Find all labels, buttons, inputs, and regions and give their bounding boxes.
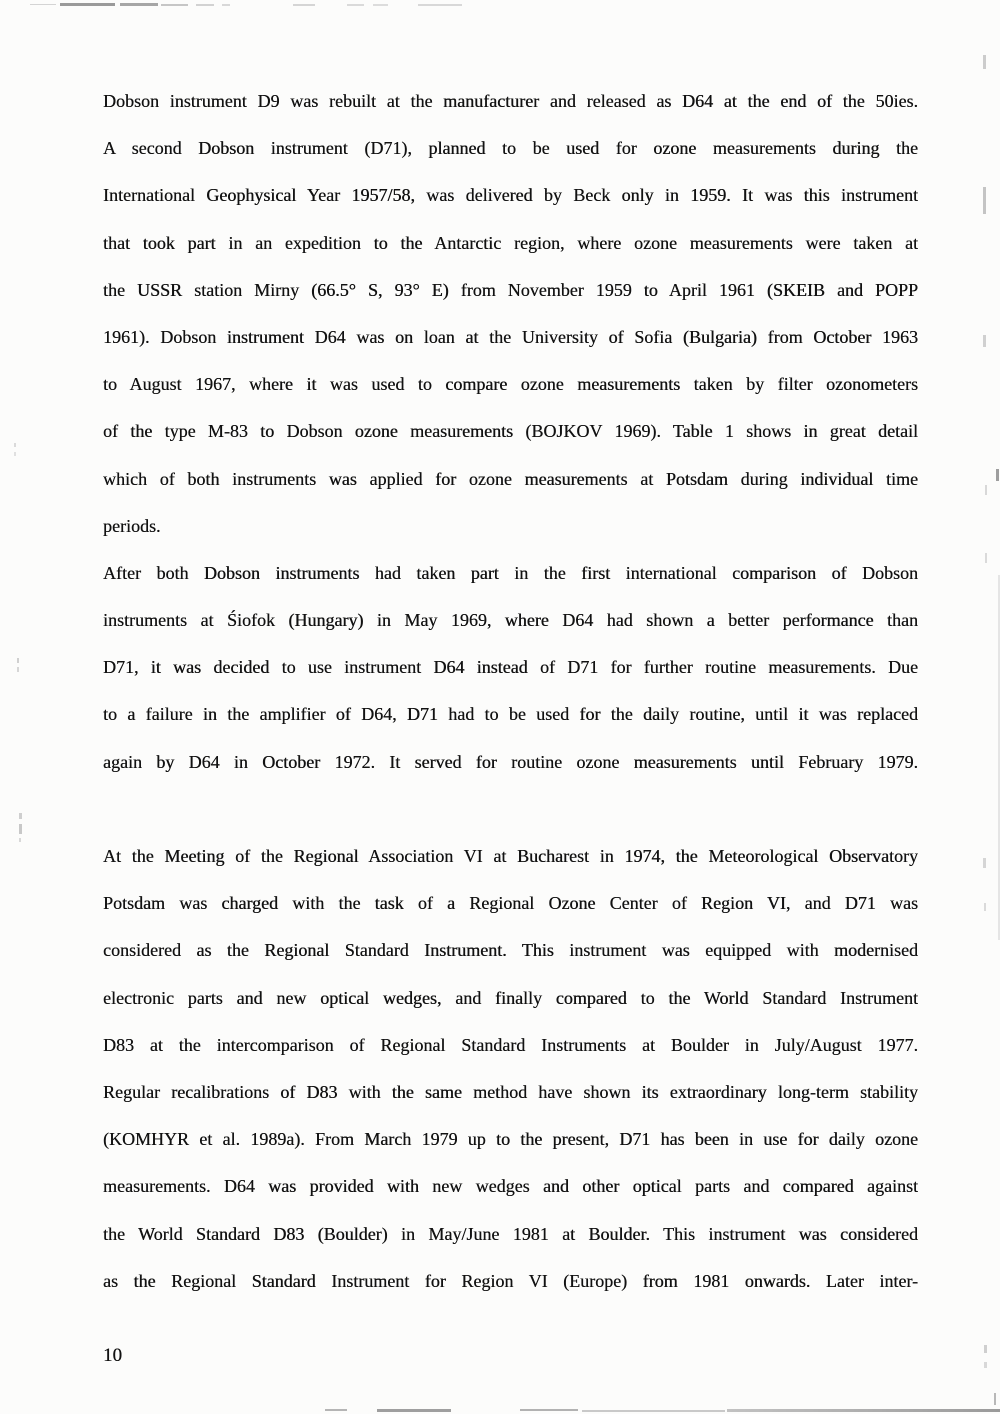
- scan-artifact-right: [985, 485, 987, 495]
- scan-artifact-top: [222, 4, 230, 6]
- scan-artifact-top: [120, 3, 158, 6]
- scan-artifact-right: [983, 335, 986, 347]
- text-line: (KOMHYR et al. 1989a). From March 1979 up to the present, D71 has been in use for daily ozone: [103, 1129, 918, 1150]
- text-line: considered as the Regional Standard Instrument. This instrument was equipped with modernised: [103, 940, 918, 961]
- scan-artifact-left: [19, 813, 22, 819]
- text-line: instruments at Śiofok (Hungary) in May 1969, where D64 had shown a better performance than: [103, 610, 918, 631]
- scan-artifact-right: [996, 469, 999, 481]
- scan-artifact-top: [418, 4, 462, 6]
- scan-artifact-top: [196, 4, 214, 6]
- scan-artifact-left: [17, 658, 19, 663]
- text-line: of the type M-83 to Dobson ozone measurements (BOJKOV 1969). Table 1 shows in great detail: [103, 421, 918, 442]
- scan-artifact-top: [161, 4, 188, 6]
- text-line: Potsdam was charged with the task of a Regional Ozone Center of Region VI, and D71 was: [103, 893, 918, 914]
- text-line: 1961). Dobson instrument D64 was on loan at the University of Sofia (Bulgaria) from October 1963: [103, 326, 918, 347]
- scan-artifact-right: [985, 553, 987, 563]
- text-line: periods.: [103, 515, 161, 536]
- text-line: After both Dobson instruments had taken part in the first international comparison of Dobson: [103, 562, 918, 583]
- text-line: the USSR station Mirny (66.5° S, 93° E) from November 1959 to April 1961 (SKEIB and POPP: [103, 279, 918, 300]
- scan-artifact-left: [14, 443, 16, 447]
- text-line: D71, it was decided to use instrument D64 instead of D71 for further routine measurements. Due: [103, 657, 918, 678]
- scan-artifact-bottom: [994, 1393, 996, 1405]
- scan-artifact-right: [984, 1362, 987, 1368]
- scan-artifact-right: [984, 903, 986, 911]
- text-line: International Geophysical Year 1957/58, was delivered by Beck only in 1959. It was this instrument: [103, 185, 918, 206]
- scan-artifact-left: [19, 838, 21, 842]
- text-line: that took part in an expedition to the Antarctic region, where ozone measurements were taken at: [103, 232, 918, 253]
- page-number: 10: [103, 1345, 122, 1366]
- scan-artifact-top: [373, 4, 388, 6]
- scan-artifact-bottom: [582, 1410, 725, 1412]
- scan-artifact-left: [19, 824, 22, 834]
- text-line: as the Regional Standard Instrument for Region VI (Europe) from 1981 onwards. Later inter-: [103, 1270, 918, 1291]
- text-line: which of both instruments was applied for ozone measurements at Potsdam during individual time: [103, 468, 918, 489]
- scan-artifact-left: [17, 667, 19, 672]
- text-line: electronic parts and new optical wedges, and finally compared to the World Standard Instrument: [103, 987, 918, 1008]
- paragraph: [103, 78, 918, 550]
- text-line: D83 at the intercomparison of Regional Standard Instruments at Boulder in July/August 1977.: [103, 1034, 918, 1055]
- text-block: [103, 78, 918, 1305]
- scan-artifact-bottom: [377, 1409, 451, 1412]
- text-line: At the Meeting of the Regional Association VI at Bucharest in 1974, the Meteorological Observatory: [103, 846, 918, 866]
- text-line: Dobson instrument D9 was rebuilt at the manufacturer and released as D64 at the end of the 50ies.: [103, 91, 918, 111]
- text-line: the World Standard D83 (Boulder) in May/June 1981 at Boulder. This instrument was considered: [103, 1223, 918, 1244]
- text-line: to a failure in the amplifier of D64, D71 had to be used for the daily routine, until it was replaced: [103, 704, 918, 725]
- scan-artifact-right: [983, 858, 986, 868]
- text-line: measurements. D64 was provided with new wedges and other optical parts and compared against: [103, 1176, 918, 1197]
- scan-artifact-top: [347, 4, 364, 6]
- scan-artifact-top: [30, 4, 56, 5]
- scan-artifact-bottom: [727, 1409, 1000, 1412]
- scan-artifact-right: [983, 55, 986, 69]
- scan-artifact-top: [293, 4, 315, 6]
- paragraph: [103, 833, 918, 1305]
- scan-artifact-bottom: [520, 1409, 578, 1411]
- text-line: to August 1967, where it was used to compare ozone measurements taken by filter ozonometers: [103, 374, 918, 395]
- text-line: Regular recalibrations of D83 with the same method have shown its extraordinary long-term stability: [103, 1081, 918, 1102]
- scan-artifact-left: [14, 452, 16, 456]
- text-line: A second Dobson instrument (D71), planned to be used for ozone measurements during the: [103, 138, 918, 159]
- scan-artifact-right: [983, 187, 986, 214]
- paragraph: [103, 550, 918, 786]
- text-line: again by D64 in October 1972. It served for routine ozone measurements until February 1979.: [103, 751, 918, 772]
- scan-artifact-top: [60, 3, 115, 6]
- scan-artifact-bottom: [325, 1409, 347, 1411]
- scan-artifact-right: [984, 1345, 987, 1353]
